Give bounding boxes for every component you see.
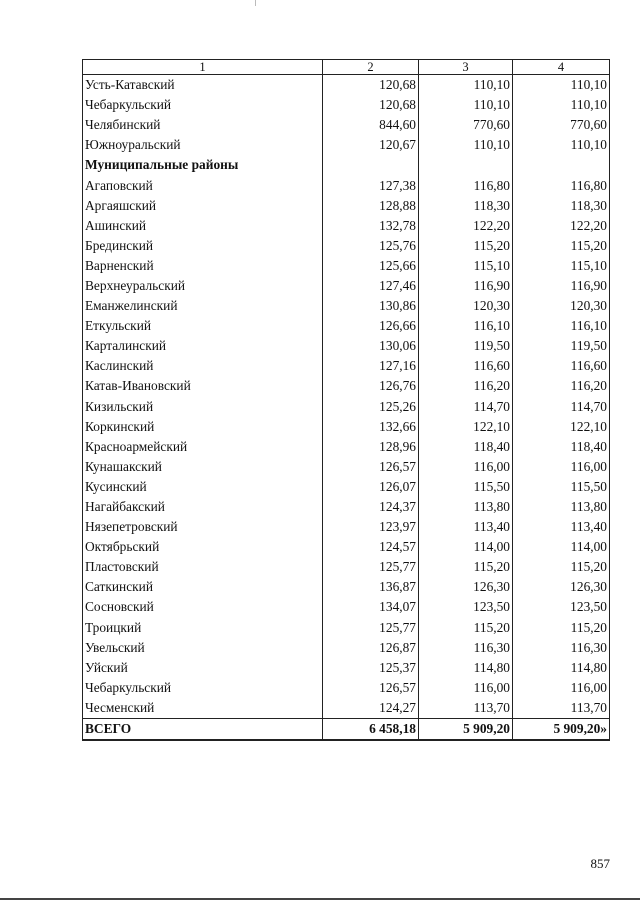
column-header: 4 (513, 60, 610, 75)
table-row (83, 135, 610, 155)
value-col4: 114,80 (513, 658, 610, 678)
value-col2: 126,66 (323, 316, 419, 336)
value-col3: 115,20 (419, 618, 513, 638)
value-col4: 122,20 (513, 216, 610, 236)
district-name: Увельский (83, 638, 323, 658)
district-name: Карталинский (83, 336, 323, 356)
value-col3: 110,10 (419, 135, 513, 155)
value-col3: 115,20 (419, 236, 513, 256)
district-name: Усть-Катавский (83, 75, 323, 96)
district-name: Чебаркульский (83, 678, 323, 698)
value-col2: 125,77 (323, 618, 419, 638)
table-row (83, 397, 610, 417)
value-col4: 122,10 (513, 417, 610, 437)
value-col2: 844,60 (323, 115, 419, 135)
value-col3: 116,10 (419, 316, 513, 336)
district-name: Чебаркульский (83, 95, 323, 115)
district-name: Октябрьский (83, 537, 323, 557)
bottom-rule (0, 898, 640, 900)
value-col4: 118,40 (513, 437, 610, 457)
district-name: Троицкий (83, 618, 323, 638)
district-name: Пластовский (83, 557, 323, 577)
value-col4: 116,60 (513, 356, 610, 376)
table-row (83, 658, 610, 678)
table-row (83, 477, 610, 497)
table-row (83, 175, 610, 195)
table-row (83, 356, 610, 376)
table-row (83, 577, 610, 597)
value-col4: 116,00 (513, 457, 610, 477)
column-header: 1 (83, 60, 323, 75)
value-col4: 116,90 (513, 276, 610, 296)
value-col2: 120,68 (323, 75, 419, 96)
header-row (83, 60, 610, 75)
value-col3: 119,50 (419, 336, 513, 356)
section-row (83, 155, 610, 175)
table-row (83, 316, 610, 336)
value-col3: 118,30 (419, 196, 513, 216)
value-col4: 114,00 (513, 537, 610, 557)
district-name: Нагайбакский (83, 497, 323, 517)
value-col4: 116,80 (513, 175, 610, 195)
value-col2: 125,76 (323, 236, 419, 256)
value-col2: 126,57 (323, 457, 419, 477)
value-col2: 128,88 (323, 196, 419, 216)
district-name: Чесменский (83, 698, 323, 719)
table-row (83, 196, 610, 216)
value-col4: 116,30 (513, 638, 610, 658)
value-col4: 119,50 (513, 336, 610, 356)
district-name: Варненский (83, 256, 323, 276)
district-name: Красноармейский (83, 437, 323, 457)
value-col4 (513, 155, 610, 175)
table-row (83, 698, 610, 719)
table-row (83, 638, 610, 658)
value-col3: 116,30 (419, 638, 513, 658)
district-name: Аргаяшский (83, 196, 323, 216)
table-row (83, 597, 610, 617)
district-name: Кизильский (83, 397, 323, 417)
table-row (83, 618, 610, 638)
column-header: 3 (419, 60, 513, 75)
scan-mark (255, 0, 256, 6)
value-col4: 115,10 (513, 256, 610, 276)
value-col4: 123,50 (513, 597, 610, 617)
total-col2: 6 458,18 (323, 719, 419, 741)
district-name: Верхнеуральский (83, 276, 323, 296)
district-name: Сосновский (83, 597, 323, 617)
value-col3: 115,50 (419, 477, 513, 497)
table-row (83, 376, 610, 396)
value-col4: 116,10 (513, 316, 610, 336)
district-name: Муниципальные районы (83, 155, 323, 175)
district-name: Уйский (83, 658, 323, 678)
value-col2: 128,96 (323, 437, 419, 457)
value-col4: 113,80 (513, 497, 610, 517)
district-name: Южноуральский (83, 135, 323, 155)
table-row (83, 678, 610, 698)
value-col4: 770,60 (513, 115, 610, 135)
value-col3: 122,10 (419, 417, 513, 437)
value-col2: 125,77 (323, 557, 419, 577)
value-col2: 127,16 (323, 356, 419, 376)
total-col3: 5 909,20 (419, 719, 513, 741)
total-row (83, 719, 610, 741)
table-row (83, 437, 610, 457)
district-name: Челябинский (83, 115, 323, 135)
value-col3: 113,80 (419, 497, 513, 517)
value-col4: 113,70 (513, 698, 610, 719)
district-name: Коркинский (83, 417, 323, 437)
value-col4: 118,30 (513, 196, 610, 216)
table-row (83, 497, 610, 517)
table-row (83, 75, 610, 96)
district-name: Брединский (83, 236, 323, 256)
value-col2: 124,57 (323, 537, 419, 557)
value-col2: 127,46 (323, 276, 419, 296)
table-row (83, 557, 610, 577)
total-label: ВСЕГО (83, 719, 323, 741)
district-name: Кунашакский (83, 457, 323, 477)
value-col3 (419, 155, 513, 175)
value-col2: 126,76 (323, 376, 419, 396)
table-row (83, 95, 610, 115)
value-col2: 130,06 (323, 336, 419, 356)
value-col4: 116,20 (513, 376, 610, 396)
value-col2: 120,68 (323, 95, 419, 115)
value-col3: 110,10 (419, 75, 513, 96)
value-col2: 125,66 (323, 256, 419, 276)
value-col2: 124,37 (323, 497, 419, 517)
table-row (83, 336, 610, 356)
table-row (83, 115, 610, 135)
value-col3: 115,10 (419, 256, 513, 276)
value-col3: 116,80 (419, 175, 513, 195)
value-col2: 125,37 (323, 658, 419, 678)
value-col2: 132,66 (323, 417, 419, 437)
value-col3: 116,90 (419, 276, 513, 296)
district-name: Каслинский (83, 356, 323, 376)
district-name: Еманжелинский (83, 296, 323, 316)
value-col3: 116,20 (419, 376, 513, 396)
data-table (82, 59, 610, 741)
value-col3: 114,00 (419, 537, 513, 557)
table-row (83, 457, 610, 477)
table-row (83, 417, 610, 437)
value-col3: 116,60 (419, 356, 513, 376)
table-row (83, 236, 610, 256)
value-col2: 134,07 (323, 597, 419, 617)
district-name: Ашинский (83, 216, 323, 236)
table-row (83, 537, 610, 557)
value-col2: 125,26 (323, 397, 419, 417)
value-col3: 110,10 (419, 95, 513, 115)
district-name: Катав-Ивановский (83, 376, 323, 396)
value-col2: 120,67 (323, 135, 419, 155)
table-row (83, 216, 610, 236)
value-col2: 136,87 (323, 577, 419, 597)
value-col4: 113,40 (513, 517, 610, 537)
district-name: Агаповский (83, 175, 323, 195)
page-number: 857 (590, 856, 610, 871)
value-col3: 126,30 (419, 577, 513, 597)
value-col3: 770,60 (419, 115, 513, 135)
district-name: Кусинский (83, 477, 323, 497)
table-row (83, 256, 610, 276)
value-col4: 110,10 (513, 75, 610, 96)
value-col4: 126,30 (513, 577, 610, 597)
value-col3: 120,30 (419, 296, 513, 316)
value-col3: 122,20 (419, 216, 513, 236)
total-col4: 5 909,20» (513, 719, 610, 741)
district-name: Нязепетровский (83, 517, 323, 537)
value-col2: 130,86 (323, 296, 419, 316)
value-col3: 115,20 (419, 557, 513, 577)
value-col4: 120,30 (513, 296, 610, 316)
table-row (83, 517, 610, 537)
value-col3: 114,70 (419, 397, 513, 417)
value-col4: 115,20 (513, 236, 610, 256)
value-col2: 123,97 (323, 517, 419, 537)
value-col2: 126,87 (323, 638, 419, 658)
column-header: 2 (323, 60, 419, 75)
value-col3: 116,00 (419, 678, 513, 698)
value-col4: 110,10 (513, 135, 610, 155)
value-col2: 132,78 (323, 216, 419, 236)
value-col2 (323, 155, 419, 175)
table-row (83, 296, 610, 316)
value-col3: 113,70 (419, 698, 513, 719)
value-col3: 116,00 (419, 457, 513, 477)
district-name: Еткульский (83, 316, 323, 336)
table-body (83, 75, 610, 741)
value-col4: 115,20 (513, 618, 610, 638)
value-col4: 115,20 (513, 557, 610, 577)
value-col2: 124,27 (323, 698, 419, 719)
value-col2: 126,07 (323, 477, 419, 497)
value-col3: 123,50 (419, 597, 513, 617)
value-col2: 127,38 (323, 175, 419, 195)
value-col3: 113,40 (419, 517, 513, 537)
value-col4: 116,00 (513, 678, 610, 698)
table-row (83, 276, 610, 296)
value-col4: 114,70 (513, 397, 610, 417)
value-col3: 114,80 (419, 658, 513, 678)
value-col3: 118,40 (419, 437, 513, 457)
district-name: Саткинский (83, 577, 323, 597)
value-col2: 126,57 (323, 678, 419, 698)
value-col4: 115,50 (513, 477, 610, 497)
value-col4: 110,10 (513, 95, 610, 115)
